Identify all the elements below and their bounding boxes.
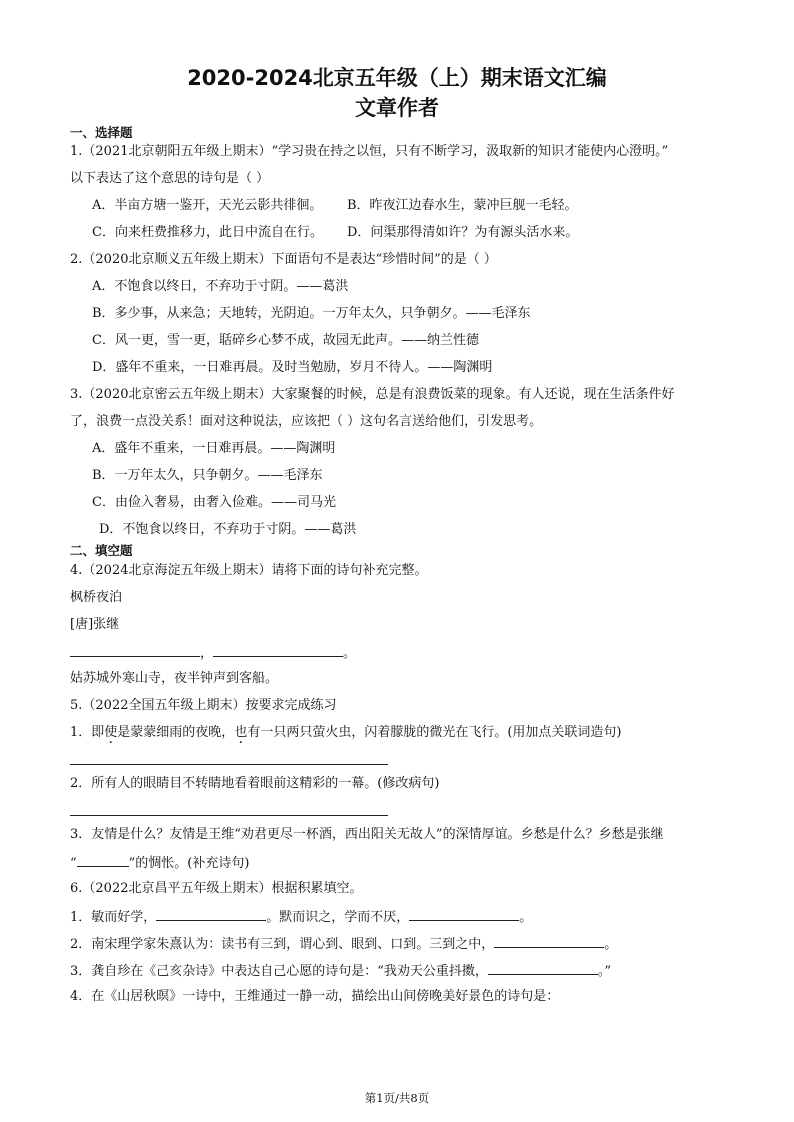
page-footer: 第1页/共8页 [364,1091,430,1105]
section-heading-choice: 一、选择题 [70,125,133,140]
q3-stem: 3.（2020北京密云五年级上期末）大家聚餐的时候，总是有浪费饭菜的现象。有人还说，现在生活条件好 [70,387,675,402]
q3-option-c: C．由俭入奢易，由奢入俭难。——司马光 [92,495,336,510]
page-subtitle: 文章作者 [355,96,439,120]
q1-option-a: A．半亩方塘一鉴开，天光云影共徘徊。 [92,198,323,213]
q5-sub3-cont: “ ”的惆怅。(补充诗句) [70,853,249,873]
q2-stem: 2.（2020北京顺义五年级上期末）下面语句不是表达“珍惜时间”的是（ ） [70,252,497,267]
answer-blank[interactable] [77,853,129,867]
q3-option-b: B．一万年太久，只争朝夕。——毛泽东 [92,468,323,483]
answer-blank[interactable] [70,643,200,657]
q5-sub2: 2．所有人的眼睛目不转睛地看着眼前这精彩的一幕。(修改病句) [70,776,440,791]
q1-option-d: D．问渠那得清如许？为有源头活水来。 [347,225,579,240]
q3-stem-cont: 了，浪费一点没关系！面对这种说法，应该把（ ）这句名言送给他们，引发思考。 [70,414,543,429]
q1-option-c: C．向来枉费推移力，此日中流自在行。 [92,225,323,240]
q4-poem-last-line: 姑苏城外寒山寺，夜半钟声到客船。 [70,671,279,686]
q1-option-b: B．昨夜江边春水生，蒙冲巨舰一毛轻。 [347,198,578,213]
answer-blank[interactable] [488,961,598,975]
section-heading-fill: 二、填空题 [70,543,133,558]
q5-stem: 5.（2022全国五年级上期末）按要求完成练习 [70,698,337,713]
q6-sub1: 1．敏而好学， 。默而识之，学而不厌， 。 [70,907,532,927]
answer-blank[interactable] [409,907,519,921]
q5-sub3: 3．友情是什么？友情是王维“劝君更尽一杯酒，西出阳关无故人”的深情厚谊。乡愁是什么？乡愁是张继 [70,827,664,842]
q2-option-a: A．不饱食以终日，不弃功于寸阴。——葛洪 [92,279,349,294]
q6-stem: 6.（2022北京昌平五年级上期末）根据积累填空。 [70,881,363,896]
q1-stem-cont: 以下表达了这个意思的诗句是（ ） [70,171,270,186]
q4-poem-title: 枫桥夜泊 [70,590,123,605]
q1-stem: 1.（2021北京朝阳五年级上期末）“学习贵在持之以恒，只有不断学习，汲取新的知识才能使内心澄明。” [70,144,669,159]
answer-line[interactable] [70,764,388,765]
q2-option-c: C．风一更，雪一更，聒碎乡心梦不成，故园无此声。——纳兰性德 [92,333,479,348]
q4-blank-line: ， 。 [70,643,356,663]
answer-blank[interactable] [213,643,343,657]
q3-option-a: A．盛年不重来，一日难再晨。——陶渊明 [92,441,336,456]
q2-option-b: B．多少事，从来急；天地转，光阴迫。一万年太久，只争朝夕。——毛泽东 [92,306,531,321]
page-title: 2020-2024北京五年级（上）期末语文汇编 [187,66,607,90]
q6-sub3: 3．龚自珍在《己亥杂诗》中表达自己心愿的诗句是：“我劝天公重抖擞， 。” [70,961,611,981]
answer-blank[interactable] [156,907,266,921]
q6-sub4: 4．在《山居秋暝》一诗中，王维通过一静一动，描绘出山间傍晚美好景色的诗句是： [70,989,560,1004]
q6-sub2: 2．南宋理学家朱熹认为：读书有三到，谓心到、眼到、口到。三到之中， 。 [70,934,617,954]
answer-blank[interactable] [494,934,604,948]
q5-sub1: 1．即使是蒙蒙细雨的夜晚，也有一只两只萤火虫，闪着朦胧的微光在飞行。(用加点关联词造句) [70,725,622,740]
q2-option-d: D．盛年不重来，一日难再晨。及时当勉励，岁月不待人。——陶渊明 [92,360,493,375]
answer-line[interactable] [70,815,388,816]
q4-stem: 4.（2024北京海淀五年级上期末）请将下面的诗句补充完整。 [70,563,428,578]
q4-poem-author: [唐]张继 [70,617,120,632]
q3-option-d: D．不饱食以终日，不弃功于寸阴。——葛洪 [99,522,357,537]
